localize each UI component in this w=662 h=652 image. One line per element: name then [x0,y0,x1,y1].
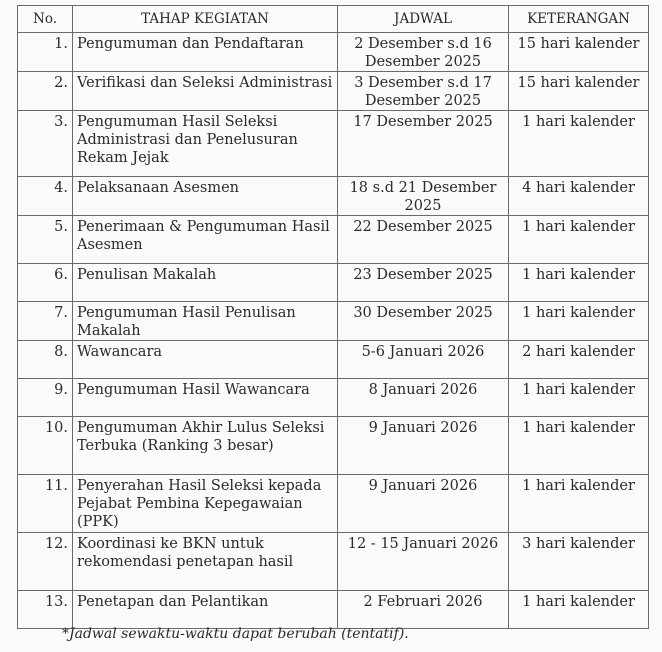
row-schedule: 3 Desember s.d 17 Desember 2025 [338,72,509,111]
row-note: 1 hari kalender [509,475,649,533]
row-no: 7. [18,302,73,341]
row-no: 8. [18,341,73,379]
table-row [18,341,649,379]
row-note: 1 hari kalender [509,417,649,475]
row-note: 1 hari kalender [509,302,649,341]
table-row [18,379,649,417]
row-activity: Verifikasi dan Seleksi Administrasi [73,72,338,111]
row-no: 2. [18,72,73,111]
table-row [18,33,649,72]
row-schedule: 8 Januari 2026 [338,379,509,417]
row-activity: Pengumuman Hasil Seleksi Administrasi dan Penelusuran Rekam Jejak [73,111,338,177]
row-note: 1 hari kalender [509,591,649,629]
row-schedule: 23 Desember 2025 [338,264,509,302]
row-activity: Pengumuman dan Pendaftaran [73,33,338,72]
table-row [18,264,649,302]
row-no: 3. [18,111,73,177]
row-no: 10. [18,417,73,475]
row-schedule: 22 Desember 2025 [338,216,509,264]
row-schedule: 12 - 15 Januari 2026 [338,533,509,591]
table-row [18,417,649,475]
row-note: 1 hari kalender [509,264,649,302]
table-row [18,177,649,216]
table-row [18,591,649,629]
row-note: 1 hari kalender [509,379,649,417]
header-row [18,6,649,33]
row-activity: Penetapan dan Pelantikan [73,591,338,629]
row-no: 13. [18,591,73,629]
schedule-table [17,5,649,629]
row-no: 12. [18,533,73,591]
row-activity: Pengumuman Hasil Wawancara [73,379,338,417]
header-note: KETERANGAN [509,6,649,33]
row-note: 4 hari kalender [509,177,649,216]
table-row [18,475,649,533]
header-schedule: JADWAL [338,6,509,33]
table-row [18,302,649,341]
table-row [18,111,649,177]
table-row [18,533,649,591]
row-schedule: 9 Januari 2026 [338,417,509,475]
row-activity: Penyerahan Hasil Seleksi kepada Pejabat Pembina Kepegawaian (PPK) [73,475,338,533]
row-schedule: 5-6 Januari 2026 [338,341,509,379]
row-no: 5. [18,216,73,264]
row-activity: Penulisan Makalah [73,264,338,302]
row-activity: Koordinasi ke BKN untuk rekomendasi penetapan hasil [73,533,338,591]
row-note: 1 hari kalender [509,216,649,264]
row-schedule: 2 Februari 2026 [338,591,509,629]
row-schedule: 17 Desember 2025 [338,111,509,177]
header-no: No. [18,6,73,33]
row-schedule: 30 Desember 2025 [338,302,509,341]
row-activity: Pelaksanaan Asesmen [73,177,338,216]
row-note: 1 hari kalender [509,111,649,177]
table-row [18,72,649,111]
footnote: *Jadwal sewaktu-waktu dapat berubah (tentatif). [62,626,409,642]
row-no: 4. [18,177,73,216]
row-activity: Pengumuman Hasil Penulisan Makalah [73,302,338,341]
row-schedule: 9 Januari 2026 [338,475,509,533]
row-schedule: 2 Desember s.d 16 Desember 2025 [338,33,509,72]
row-activity: Pengumuman Akhir Lulus Seleksi Terbuka (Ranking 3 besar) [73,417,338,475]
row-no: 9. [18,379,73,417]
row-no: 11. [18,475,73,533]
row-note: 2 hari kalender [509,341,649,379]
row-note: 15 hari kalender [509,72,649,111]
row-no: 1. [18,33,73,72]
row-activity: Wawancara [73,341,338,379]
table-row [18,216,649,264]
row-schedule: 18 s.d 21 Desember 2025 [338,177,509,216]
row-note: 3 hari kalender [509,533,649,591]
row-no: 6. [18,264,73,302]
row-activity: Penerimaan & Pengumuman Hasil Asesmen [73,216,338,264]
row-note: 15 hari kalender [509,33,649,72]
header-activity: TAHAP KEGIATAN [73,6,338,33]
